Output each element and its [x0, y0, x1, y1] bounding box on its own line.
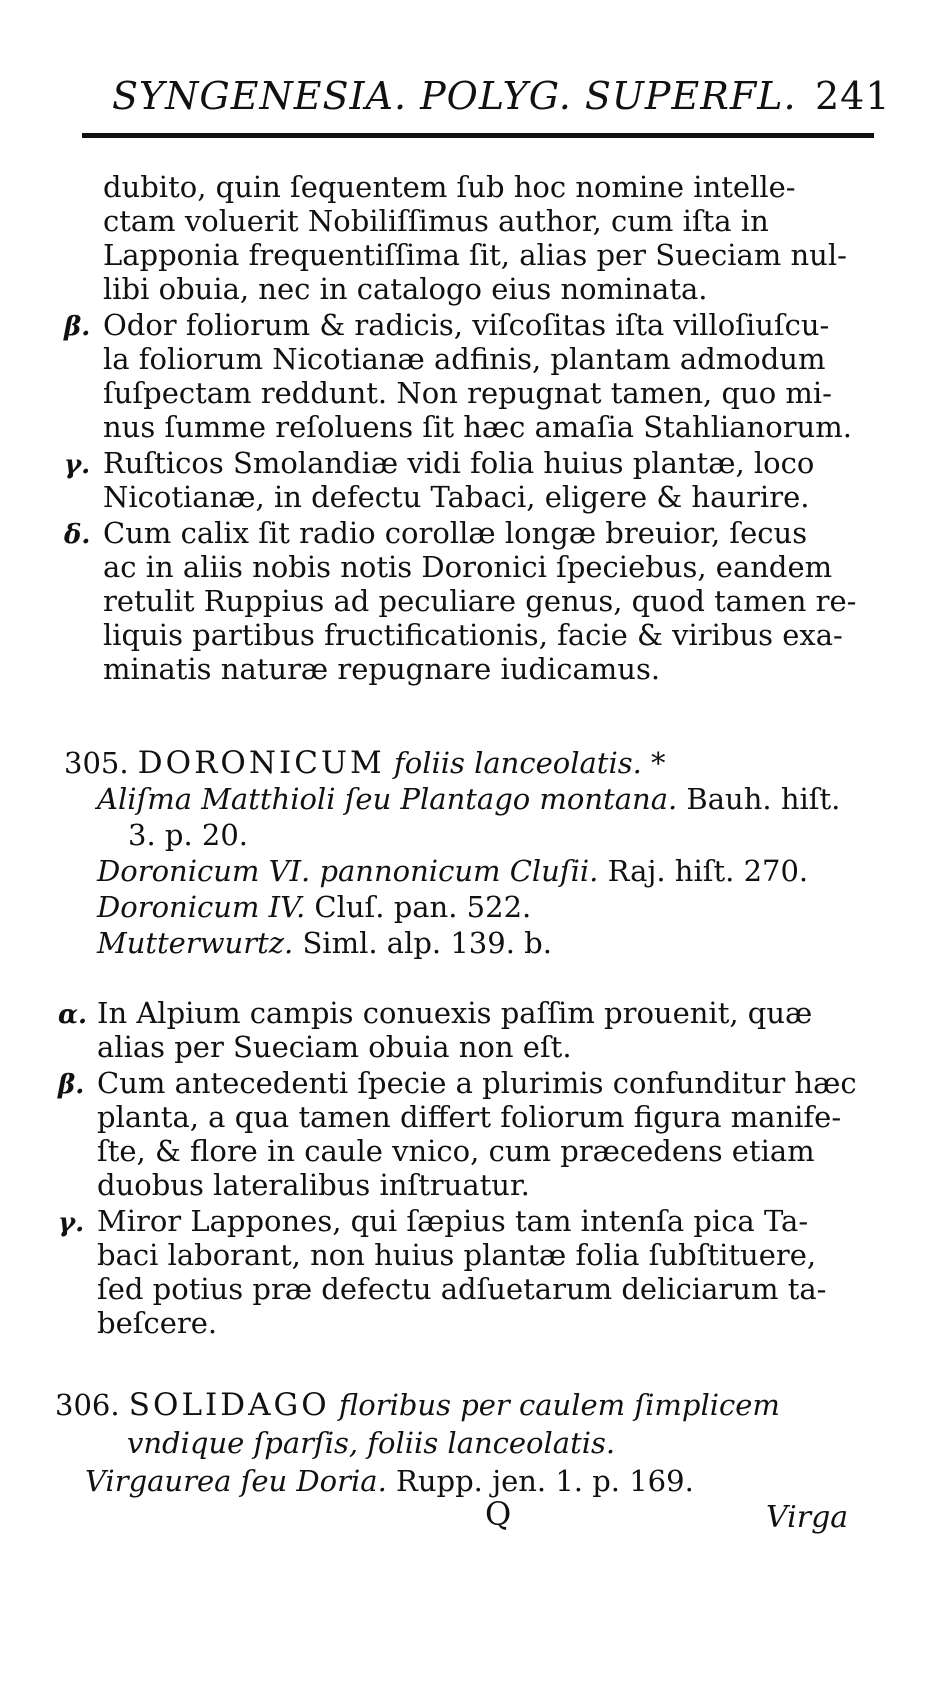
text-line: la foliorum Nicotianæ adfinis, plantam admodum — [103, 342, 826, 376]
running-header — [112, 74, 891, 130]
note-marker: β. — [64, 312, 91, 342]
text-line: Odor foliorum & radicis, viſcoſitas iſta villoſiuſcu- — [103, 308, 830, 342]
synonym-name: Doronicum VI. pannonicum Cluſii. — [97, 854, 599, 888]
text-line: Ruſticos Smolandiæ vidi folia huius plantæ, loco — [103, 446, 815, 480]
diagnosis-continuation: vndique ſparſis, foliis lanceolatis. — [127, 1426, 616, 1460]
note-marker: α. — [58, 1000, 88, 1030]
genus-name: SOLIDAGO — [128, 1387, 330, 1423]
synonym-ref: 3. p. 20. — [128, 818, 249, 852]
text-line: In Alpium campis conuexis paſſim prouenit, quæ — [97, 996, 813, 1030]
diagnosis: foliis lanceolatis. — [394, 746, 642, 780]
page-number: 241 — [815, 74, 891, 118]
synonym-line — [128, 818, 248, 852]
note-marker: β. — [58, 1070, 85, 1100]
entry-heading — [55, 1388, 780, 1422]
entry-number: 305. — [64, 746, 129, 780]
catchword: Virga — [766, 1500, 849, 1535]
note-marker: δ. — [64, 520, 91, 550]
text-line: Miror Lappones, qui ſæpius tam intenſa pica Ta- — [97, 1204, 809, 1238]
synonym-ref: Raj. hiſt. 270. — [607, 854, 809, 888]
synonym-ref: Cluſ. pan. 522. — [314, 890, 532, 924]
text-line: libi obuia, nec in catalogo eius nominata. — [103, 272, 708, 306]
text-line: ac in aliis nobis notis Doronici ſpeciebus, eandem — [103, 550, 833, 584]
diagnosis: floribus per caulem ſimplicem — [338, 1388, 780, 1422]
genus-name: DORONICUM — [137, 745, 385, 781]
text-line: Lapponia frequentiſſima ſit, alias per Sueciam nul- — [103, 238, 847, 272]
synonym-line — [97, 926, 552, 960]
note-marker: γ. — [58, 1208, 85, 1238]
running-title: SYNGENESIA. POLYG. SUPERFL. — [112, 74, 797, 118]
synonym-ref: Rupp. jen. 1. p. 169. — [396, 1464, 694, 1498]
text-line: minatis naturæ repugnare iudicamus. — [103, 652, 661, 686]
header-rule — [82, 133, 874, 138]
star-mark: * — [651, 746, 666, 780]
text-line: ctam voluerit Nobiliſſimus author, cum iſta in — [103, 204, 769, 238]
text-line: liquis partibus fructificationis, facie & viribus exa- — [103, 618, 843, 652]
synonym-ref: Bauh. hiſt. — [686, 782, 841, 816]
entry-heading — [64, 746, 666, 780]
text-line: alias per Sueciam obuia non eſt. — [97, 1030, 572, 1064]
synonym-name: Doronicum IV. — [97, 890, 306, 924]
text-line: duobus lateralibus inſtruatur. — [97, 1168, 530, 1202]
text-line: Cum antecedenti ſpecie a plurimis confunditur hæc — [97, 1066, 857, 1100]
synonym-ref: Siml. alp. 139. b. — [302, 926, 552, 960]
entry-number: 306. — [55, 1388, 120, 1422]
synonym-line — [97, 890, 531, 924]
synonym-name: Virgaurea ſeu Doria. — [85, 1464, 387, 1498]
signature-mark: Q — [485, 1495, 512, 1533]
text-line: Cum calix ſit radio corollæ longæ breuior, ſecus — [103, 516, 808, 550]
synonym-name: Aliſma Matthioli ſeu Plantago montana. — [97, 782, 678, 816]
text-line: baci laborant, non huius plantæ folia ſubſtituere, — [97, 1238, 817, 1272]
text-line: ſte, & flore in caule vnico, cum præcedens etiam — [97, 1134, 815, 1168]
text-line: ſuſpectam reddunt. Non repugnat tamen, quo mi- — [103, 376, 832, 410]
text-line: nus ſumme reſoluens ſit hæc amaſia Stahlianorum. — [103, 410, 852, 444]
note-marker: γ. — [64, 450, 91, 480]
text-line: ſed potius præ defectu adſuetarum deliciarum ta- — [97, 1272, 827, 1306]
synonym-line — [85, 1464, 694, 1498]
synonym-line — [97, 782, 840, 816]
text-line: beſcere. — [97, 1306, 218, 1340]
text-line: Nicotianæ, in defectu Tabaci, eligere & haurire. — [103, 480, 810, 514]
synonym-name: Mutterwurtz. — [97, 926, 294, 960]
text-line: planta, a qua tamen differt foliorum figura manife- — [97, 1100, 842, 1134]
text-line: dubito, quin ſequentem ſub hoc nomine intelle- — [103, 170, 796, 204]
text-line: retulit Ruppius ad peculiare genus, quod tamen re- — [103, 584, 857, 618]
synonym-line — [97, 854, 808, 888]
